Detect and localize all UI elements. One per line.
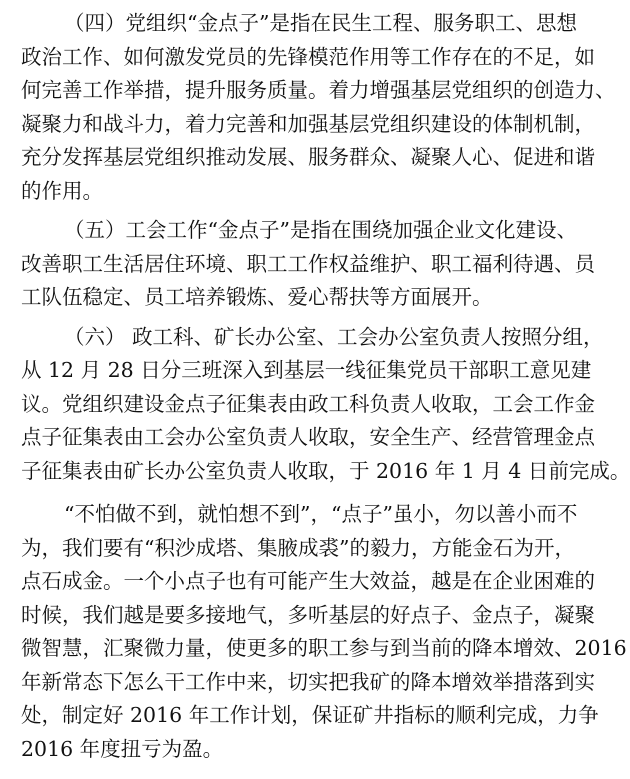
paragraph-6-line-5: 子征集表由矿长办公室负责人收取，于 2016 年 1 月 4 日前完成。 [21, 459, 630, 483]
paragraph-4-line-5: 充分发挥基层党组织推动发展、服务群众、凝聚人心、促进和谐 [21, 145, 595, 169]
paragraph-4-line-2: 政治工作、如何激发党员的先锋模范作用等工作存在的不足，如 [21, 45, 595, 69]
paragraph-5-line-2: 改善职工生活居住环境、职工工作权益维护、职工福利待遇、员 [21, 252, 595, 276]
paragraph-4-line-1: （四）党组织“金点子”是指在民生工程、服务职工、思想 [64, 11, 577, 35]
paragraph-7-line-1: “不怕做不到，就怕想不到”，“点子”虽小，勿以善小而不 [64, 502, 578, 526]
paragraph-7-line-6: 年新常态下怎么干工作中来，切实把我矿的降本增效举措落到实 [21, 670, 595, 694]
paragraph-7-line-7: 处，制定好 2016 年工作计划，保证矿井指标的顺利完成，力争 [21, 703, 599, 727]
paragraph-6-line-1: （六） 政工科、矿长办公室、工会办公室负责人按照分组， [64, 325, 604, 349]
paragraph-7-line-4: 时候，我们越是要多接地气，多听基层的好点子、金点子，凝聚 [21, 603, 595, 627]
paragraph-7-line-8: 2016 年度扭亏为盈。 [21, 737, 224, 761]
paragraph-5-line-3: 工队伍稳定、员工培养锻炼、爱心帮扶等方面展开。 [21, 285, 493, 309]
paragraph-7-line-2: 为，我们要有“积沙成塔、集腋成裘”的毅力，方能金石为开， [21, 536, 575, 560]
paragraph-6-line-4: 点子征集表由工会办公室负责人收取，安全生产、经营管理金点 [21, 425, 595, 449]
paragraph-4-line-3: 何完善工作举措，提升服务质量。着力增强基层党组织的创造力、 [21, 78, 616, 102]
paragraph-4-line-6: 的作用。 [21, 179, 103, 203]
paragraph-7-line-3: 点石成金。一个小点子也有可能产生大效益，越是在企业困难的 [21, 569, 595, 593]
paragraph-6-line-2: 从 12 月 28 日分三班深入到基层一线征集党员干部职工意见建 [21, 358, 592, 382]
paragraph-5-line-1: （五）工会工作“金点子”是指在围绕加强企业文化建设、 [64, 218, 577, 242]
paragraph-7-line-5: 微智慧，汇聚微力量，使更多的职工参与到当前的降本增效、2016 [21, 636, 627, 660]
paragraph-6-line-3: 议。党组织建设金点子征集表由政工科负责人收取，工会工作金 [21, 392, 595, 416]
paragraph-4-line-4: 凝聚力和战斗力，着力完善和加强基层党组织建设的体制机制， [21, 112, 595, 136]
